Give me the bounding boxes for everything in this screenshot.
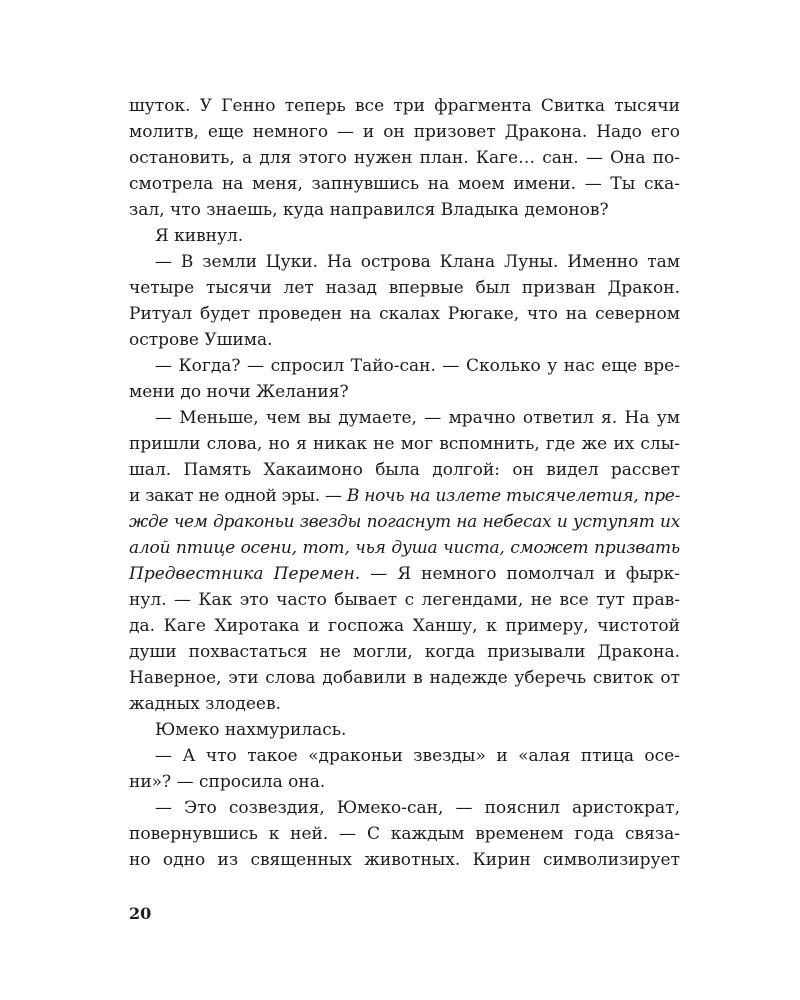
text-line: — Это созвездия, Юмеко-сан, — пояснил аристократ, [155,798,680,818]
text-line [129,483,680,509]
text-line: — Меньше, чем вы думаете, — мрачно ответил я. На ум [155,408,680,428]
text-line: молитв, еще немного — и он призовет Дракона. Надо его [129,122,680,142]
text-line: четыре тысячи лет назад впервые был призван Дракон. [129,278,680,298]
text-line: ни»? — спросила она. [129,772,326,792]
quote-line: алой птице осени, тот, чья душа чиста, сможет призвать [129,538,680,558]
text-segment: — Я немного помолчал и фырк- [360,564,681,584]
quote-text: В ночь на излете тысячелетия, пре- [346,486,681,506]
text-line: да. Каге Хиротака и госпожа Ханшу, к примеру, чистотой [129,616,680,636]
text-line [129,561,680,587]
text-line: шуток. У Генно теперь все три фрагмента Свитка тысячи [129,96,680,116]
text-line: смотрела на меня, запнувшись на моем имени. — Ты ска- [129,174,680,194]
text-line: нул. — Как это часто бывает с легендами, не все тут прав- [129,590,680,610]
text-line: остановить, а для этого нужен план. Каге… сан. — Она по- [129,148,680,168]
body-text [129,93,680,873]
text-line: шал. Память Хакаимоно была долгой: он видел рассвет [129,460,680,480]
text-line: мени до ночи Желания? [129,382,349,402]
text-line: Я кивнул. [155,226,244,246]
text-line: Юмеко нахмурилась. [155,720,347,740]
quote-text: Предвестника Перемен. [129,564,361,584]
text-line: но одно из священных животных. Кирин символизирует [129,850,680,870]
text-line: острове Ушима. [129,330,273,350]
page-number: 20 [129,904,152,923]
text-line: Наверное, эти слова добавили в надежде уберечь свиток от [129,668,680,688]
text-line: — В земли Цуки. На острова Клана Луны. Именно там [155,252,680,272]
text-line: повернувшись к ней. — С каждым временем года связа- [129,824,680,844]
text-line: Ритуал будет проведен на скалах Рюгаке, что на северном [129,304,680,324]
text-line: души похвастаться не могли, когда призывали Дракона. [129,642,680,662]
text-line: — Когда? — спросил Тайо-сан. — Сколько у нас еще вре- [155,356,680,376]
text-line: — А что такое «драконьи звезды» и «алая птица осе- [155,746,680,766]
quote-line: жде чем драконьи звезды погаснут на небесах и уступят их [129,512,680,532]
text-line: жадных злодеев. [129,694,281,714]
text-line: зал, что знаешь, куда направился Владыка демонов? [129,200,609,220]
text-segment: и закат не одной эры. — [129,486,347,506]
text-line: пришли слова, но я никак не мог вспомнить, где же их слы- [129,434,680,454]
